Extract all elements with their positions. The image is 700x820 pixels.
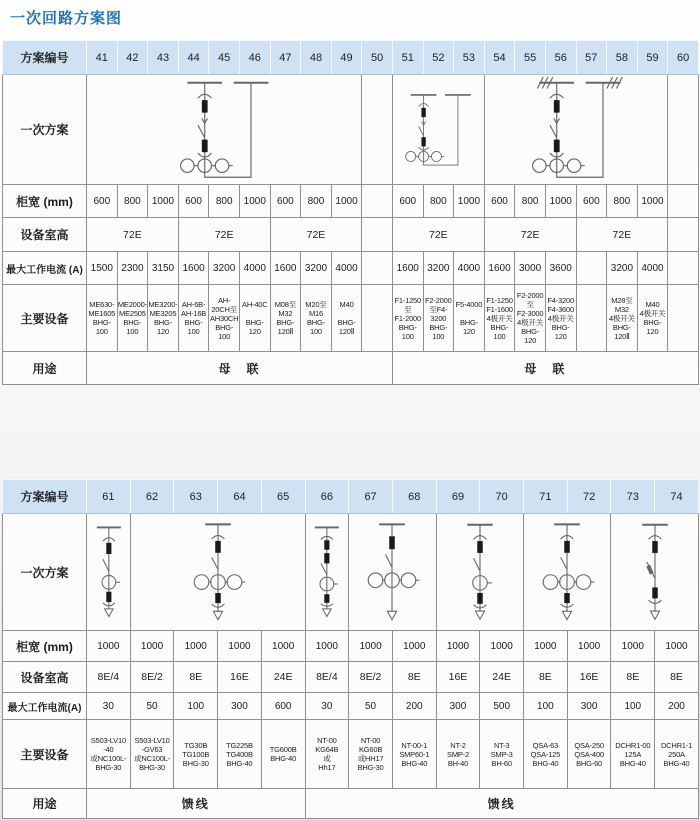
- room-height-cell: 8E/4: [87, 662, 131, 693]
- max-current-cell: 4000: [331, 252, 362, 285]
- cabinet-width-cell: 1000: [611, 631, 655, 662]
- main-equipment-label: 主要设备: [3, 720, 87, 789]
- cabinet-width-cell: 800: [607, 185, 638, 218]
- main-equipment-cell: F2-2000 至F4-3200 BHG-100: [423, 285, 454, 352]
- max-current-cell: 600: [261, 693, 305, 720]
- scheme-number-label: 方案编号: [3, 41, 87, 75]
- max-current-cell: 2300: [117, 252, 148, 285]
- bus-coupler-hatched-diagram: [518, 76, 634, 184]
- scheme-number-cell: 46: [239, 41, 270, 75]
- scheme-number-cell: 45: [209, 41, 240, 75]
- main-equipment-cell: TG225B TG400B BHG-40: [218, 720, 262, 789]
- cabinet-width-cell: 1000: [130, 631, 174, 662]
- usage-row: [3, 789, 699, 819]
- scheme-table: [2, 40, 699, 385]
- max-current-row: [3, 252, 699, 285]
- room-height-cell: 8E: [392, 662, 436, 693]
- scheme-number-cell: 66: [305, 480, 349, 514]
- cabinet-width-row: [3, 185, 699, 218]
- main-equipment-cell: DCHR1-00 125A BHG-40: [611, 720, 655, 789]
- max-current-cell: 3200: [607, 252, 638, 285]
- main-equipment-cell: M40 4极开关 BHG-120: [637, 285, 668, 352]
- usage-cell: 母 联: [87, 352, 393, 385]
- primary-scheme-diagram-cell: [392, 75, 484, 185]
- max-current-cell: 50: [349, 693, 393, 720]
- scheme-number-cell: 51: [392, 41, 423, 75]
- max-current-cell: 1500: [87, 252, 118, 285]
- scheme-number-cell: 74: [655, 480, 699, 514]
- room-height-row: [3, 662, 699, 693]
- bus-coupler-diagram: [166, 76, 282, 184]
- max-current-cell: 1600: [178, 252, 209, 285]
- scheme-number-cell: 44: [178, 41, 209, 75]
- max-current-cell: 300: [567, 693, 611, 720]
- main-equipment-cell: AH-6B- AH-16B BHG-100: [178, 285, 209, 352]
- scheme-number-cell: 55: [515, 41, 546, 75]
- main-equipment-cell: S503-LV10 -GV63 或NC100L- BHG-30: [130, 720, 174, 789]
- room-height-cell: 72E: [87, 218, 179, 252]
- feeder-fuse-switch-diagram: [635, 518, 675, 626]
- cabinet-width-cell: 1000: [239, 185, 270, 218]
- usage-cell: 母 联: [392, 352, 698, 385]
- max-current-cell: 3000: [515, 252, 546, 285]
- cabinet-width-cell: 1000: [436, 631, 480, 662]
- cabinet-width-cell: 600: [270, 185, 301, 218]
- usage-cell: 馈线: [87, 789, 306, 819]
- room-height-cell: [668, 218, 699, 252]
- scheme-number-cell: 72: [567, 480, 611, 514]
- feeder-3ct-diagram: [181, 518, 255, 626]
- main-equipment-row: [3, 720, 699, 789]
- cabinet-width-cell: 1000: [637, 185, 668, 218]
- primary-scheme-label: 一次方案: [3, 514, 87, 631]
- room-height-cell: 16E: [436, 662, 480, 693]
- main-equipment-cell: F4-3200 F4-3600 4极开关 BHG-120: [545, 285, 576, 352]
- scheme-number-cell: 73: [611, 480, 655, 514]
- scheme-number-cell: 57: [576, 41, 607, 75]
- scheme-number-cell: 56: [545, 41, 576, 75]
- max-current-cell: 100: [611, 693, 655, 720]
- cabinet-width-cell: 1000: [218, 631, 262, 662]
- main-equipment-cell: ME630- ME1605 BHG-100: [87, 285, 118, 352]
- main-equipment-cell: ME3200- ME3205 BHG-120: [148, 285, 179, 352]
- primary-scheme-diagram-cell: [611, 514, 698, 631]
- scheme-number-cell: 69: [436, 480, 480, 514]
- max-current-cell: 3200: [209, 252, 240, 285]
- max-current-cell: 3200: [301, 252, 332, 285]
- main-equipment-cell: M40 BHG-120Ⅱ: [331, 285, 362, 352]
- main-equipment-cell: TG30B TG100B BHG-30: [174, 720, 218, 789]
- cabinet-width-cell: 600: [484, 185, 515, 218]
- main-equipment-cell: QSA-63 QSA-125 BHG-40: [524, 720, 568, 789]
- cabinet-width-cell: 1000: [261, 631, 305, 662]
- cabinet-width-cell: 800: [209, 185, 240, 218]
- max-current-cell: [576, 252, 607, 285]
- primary-scheme-diagram-cell: [362, 75, 393, 185]
- scheme-number-cell: 47: [270, 41, 301, 75]
- cabinet-width-cell: 1000: [545, 185, 576, 218]
- max-current-label: 最大工作电流(A): [3, 693, 87, 720]
- max-current-cell: 100: [174, 693, 218, 720]
- main-equipment-cell: F1-1250至 F1-2000 BHG-100: [392, 285, 423, 352]
- max-current-cell: 200: [392, 693, 436, 720]
- bus-coupler-diagram: [395, 76, 481, 184]
- room-height-cell: 8E/2: [349, 662, 393, 693]
- cabinet-width-cell: 1000: [148, 185, 179, 218]
- max-current-cell: 30: [305, 693, 349, 720]
- max-current-label: 最大工作电流 (A): [3, 252, 87, 285]
- max-current-cell: 4000: [239, 252, 270, 285]
- max-current-cell: 1600: [270, 252, 301, 285]
- scheme-number-cell: 59: [637, 41, 668, 75]
- main-equipment-cell: NT-00 KG64B 或 Hh17: [305, 720, 349, 789]
- scheme-number-cell: 43: [148, 41, 179, 75]
- main-equipment-cell: DCHR1-1 250A BHG-40: [655, 720, 699, 789]
- main-equipment-cell: S503-LV10 -40 或NC100L- BHG-30: [87, 720, 131, 789]
- main-equipment-cell: NT-00 KG60B 或HH17 BHG-30: [349, 720, 393, 789]
- main-equipment-cell: M08至 M32 BHG-120Ⅱ: [270, 285, 301, 352]
- scheme-number-cell: 71: [524, 480, 568, 514]
- scheme-number-cell: 70: [480, 480, 524, 514]
- room-height-cell: 72E: [484, 218, 576, 252]
- scheme-number-cell: 65: [261, 480, 305, 514]
- scheme-number-cell: 50: [362, 41, 393, 75]
- max-current-cell: 100: [524, 693, 568, 720]
- max-current-cell: 3150: [148, 252, 179, 285]
- max-current-cell: 4000: [637, 252, 668, 285]
- max-current-cell: 1600: [392, 252, 423, 285]
- room-height-cell: 8E: [655, 662, 699, 693]
- cabinet-width-cell: 600: [87, 185, 118, 218]
- cabinet-width-cell: 1000: [87, 631, 131, 662]
- scheme-table: [2, 479, 699, 819]
- scheme-number-row: [3, 480, 699, 514]
- cabinet-width-cell: 1000: [524, 631, 568, 662]
- max-current-cell: 50: [130, 693, 174, 720]
- cabinet-width-cell: 1000: [567, 631, 611, 662]
- feeder-1ct-diagram: [460, 518, 500, 626]
- main-equipment-cell: M28至 M32 4极开关 BHG-120Ⅱ: [607, 285, 638, 352]
- scheme-number-cell: 52: [423, 41, 454, 75]
- scheme-number-cell: 63: [174, 480, 218, 514]
- max-current-cell: 300: [436, 693, 480, 720]
- scheme-number-label: 方案编号: [3, 480, 87, 514]
- room-height-cell: 8E: [174, 662, 218, 693]
- cabinet-width-cell: 800: [301, 185, 332, 218]
- cabinet-width-cell: 600: [178, 185, 209, 218]
- cabinet-width-cell: 1000: [480, 631, 524, 662]
- cabinet-width-label: 柜宽 (mm): [3, 631, 87, 662]
- max-current-cell: [362, 252, 393, 285]
- room-height-cell: 24E: [261, 662, 305, 693]
- room-height-cell: 72E: [178, 218, 270, 252]
- scheme-number-cell: 48: [301, 41, 332, 75]
- scheme-number-cell: 54: [484, 41, 515, 75]
- max-current-cell: [668, 252, 699, 285]
- scheme-number-cell: 61: [87, 480, 131, 514]
- max-current-row: [3, 693, 699, 720]
- scheme-number-cell: 64: [218, 480, 262, 514]
- room-height-cell: 72E: [270, 218, 362, 252]
- room-height-cell: 16E: [218, 662, 262, 693]
- cabinet-width-cell: [362, 185, 393, 218]
- max-current-cell: 4000: [454, 252, 485, 285]
- room-height-cell: 8E/4: [305, 662, 349, 693]
- max-current-cell: 500: [480, 693, 524, 720]
- primary-scheme-diagram-cell: [130, 514, 305, 631]
- main-equipment-cell: TG600B BHG-40: [261, 720, 305, 789]
- scheme-number-cell: 68: [392, 480, 436, 514]
- cabinet-width-cell: 800: [423, 185, 454, 218]
- cabinet-width-cell: [668, 185, 699, 218]
- main-equipment-cell: F1-1250 F1-1600 4极开关 BHG-100: [484, 285, 515, 352]
- room-height-label: 设备室高: [3, 218, 87, 252]
- main-equipment-cell: NT-3 SMP-3 BH-60: [480, 720, 524, 789]
- scheme-number-cell: 41: [87, 41, 118, 75]
- scheme-number-cell: 49: [331, 41, 362, 75]
- room-height-cell: 8E/2: [130, 662, 174, 693]
- main-equipment-cell: NT-2 SMP-2 BH-40: [436, 720, 480, 789]
- room-height-cell: 16E: [567, 662, 611, 693]
- main-equipment-cell: QSA-250 QSA-400 BHG-60: [567, 720, 611, 789]
- main-equipment-cell: AH-40C BHG-120: [239, 285, 270, 352]
- max-current-cell: 3200: [423, 252, 454, 285]
- feeder-fuse-1ct-diagram: [308, 518, 346, 626]
- cabinet-width-label: 柜宽 (mm): [3, 185, 87, 218]
- main-equipment-cell: NT-00-1 SMP60-1 BHG-40: [392, 720, 436, 789]
- room-height-row: [3, 218, 699, 252]
- cabinet-width-cell: 1000: [174, 631, 218, 662]
- scheme-number-cell: 67: [349, 480, 393, 514]
- page-title: 一次回路方案图: [10, 10, 123, 27]
- max-current-cell: 3600: [545, 252, 576, 285]
- cabinet-width-cell: 1000: [392, 631, 436, 662]
- max-current-cell: 200: [655, 693, 699, 720]
- usage-row: [3, 352, 699, 385]
- cabinet-width-row: [3, 631, 699, 662]
- max-current-cell: 1600: [484, 252, 515, 285]
- scheme-number-cell: 62: [130, 480, 174, 514]
- main-equipment-cell: [362, 285, 393, 352]
- primary-scheme-diagram-cell: [87, 514, 131, 631]
- cabinet-width-cell: 600: [392, 185, 423, 218]
- max-current-cell: 300: [218, 693, 262, 720]
- room-height-cell: [362, 218, 393, 252]
- main-equipment-label: 主要设备: [3, 285, 87, 352]
- room-height-cell: 24E: [480, 662, 524, 693]
- scheme-number-cell: 60: [668, 41, 699, 75]
- main-equipment-cell: F5-4000 BHG-120: [454, 285, 485, 352]
- max-current-cell: 30: [87, 693, 131, 720]
- main-equipment-cell: AH-20CH至 AH30CH BHG-100: [209, 285, 240, 352]
- main-equipment-cell: F2-2000至 F2-3000 4极开关 BHG-120: [515, 285, 546, 352]
- main-equipment-cell: ME2000- ME2505 BHG-100: [117, 285, 148, 352]
- primary-scheme-diagram-cell: [436, 514, 523, 631]
- feeder-fuse-3ct-diagram: [355, 518, 429, 626]
- room-height-cell: 8E: [611, 662, 655, 693]
- primary-scheme-diagram-cell: [305, 514, 349, 631]
- primary-scheme-row: [3, 514, 699, 631]
- scheme-number-cell: 58: [607, 41, 638, 75]
- cabinet-width-cell: 1000: [305, 631, 349, 662]
- cabinet-width-cell: 1000: [349, 631, 393, 662]
- usage-label: 用途: [3, 789, 87, 819]
- main-equipment-cell: [576, 285, 607, 352]
- feeder-3ct-diagram: [530, 518, 604, 626]
- main-equipment-row: [3, 285, 699, 352]
- cabinet-width-cell: 1000: [655, 631, 699, 662]
- cabinet-width-cell: 1000: [454, 185, 485, 218]
- room-height-cell: 8E: [524, 662, 568, 693]
- scheme-number-cell: 42: [117, 41, 148, 75]
- primary-scheme-diagram-cell: [87, 75, 362, 185]
- main-equipment-cell: [668, 285, 699, 352]
- scheme-number-row: [3, 41, 699, 75]
- primary-scheme-label: 一次方案: [3, 75, 87, 185]
- usage-cell: 馈线: [305, 789, 698, 819]
- primary-scheme-diagram-cell: [524, 514, 611, 631]
- cabinet-width-cell: 1000: [331, 185, 362, 218]
- primary-scheme-diagram-cell: [484, 75, 668, 185]
- primary-scheme-row: [3, 75, 699, 185]
- scheme-number-cell: 53: [454, 41, 485, 75]
- primary-scheme-diagram-cell: [349, 514, 436, 631]
- room-height-cell: 72E: [576, 218, 668, 252]
- cabinet-width-cell: 800: [117, 185, 148, 218]
- room-height-label: 设备室高: [3, 662, 87, 693]
- main-equipment-cell: M20至 M16 BHG-100: [301, 285, 332, 352]
- cabinet-width-cell: 600: [576, 185, 607, 218]
- feeder-1ct-diagram: [90, 518, 128, 626]
- primary-scheme-diagram-cell: [668, 75, 699, 185]
- usage-label: 用途: [3, 352, 87, 385]
- room-height-cell: 72E: [392, 218, 484, 252]
- cabinet-width-cell: 800: [515, 185, 546, 218]
